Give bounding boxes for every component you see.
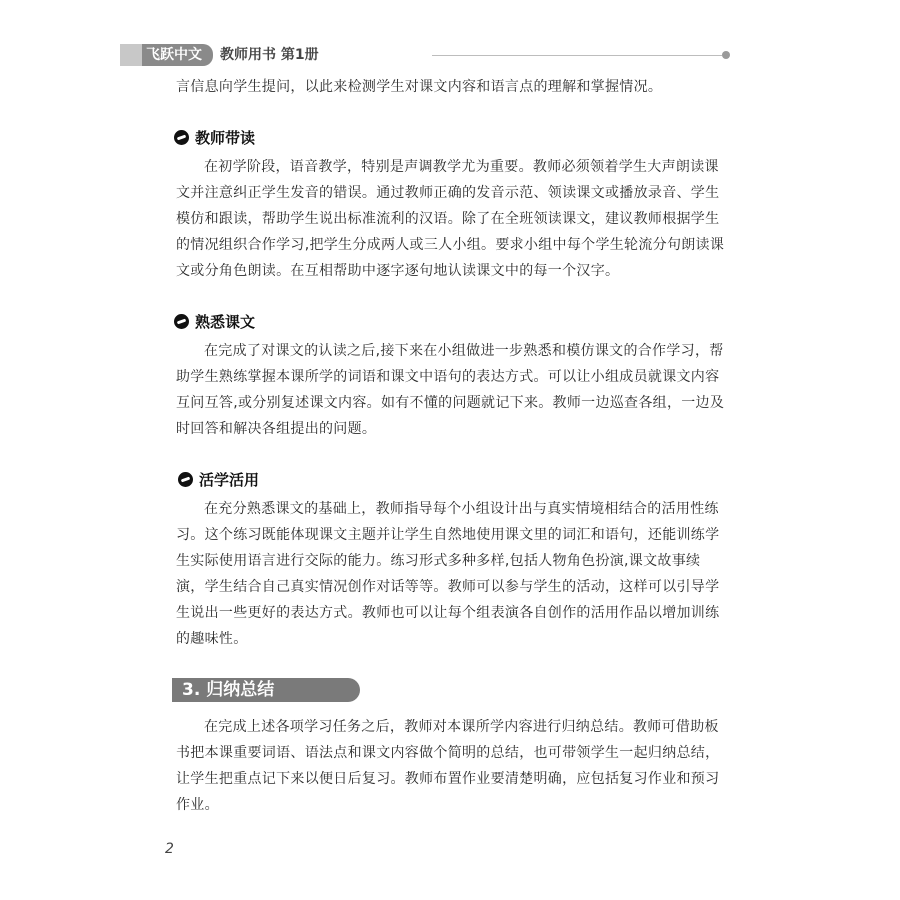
- pointing-hand-icon: [174, 130, 189, 145]
- section-title-2: 熟悉课文: [195, 312, 256, 331]
- header-rule: [432, 55, 722, 56]
- page-body: [176, 74, 726, 818]
- summary-banner: 3. 归纳总结: [172, 678, 360, 702]
- section-paragraph-1: 在初学阶段，语音教学，特别是声调教学尤为重要。教师必须领着学生大声朗读课文并注意纠正学生发音的错误。通过教师正确的发音示范、领读课文或播放录音、学生模仿和跟读，帮助学生说出标准流利的汉语。除了在全班领读课文，建议教师根据学生的情况组织合作学习,把学生分成两人或三人小组。要求小组中每个学生轮流分句朗读课文或分角色朗读。在互相帮助中逐字逐句地认读课文中的每一个汉字。: [176, 159, 725, 279]
- book-title: 教师用书 第1册: [220, 47, 319, 63]
- running-header: [120, 44, 730, 66]
- section-heading-2: [174, 308, 726, 334]
- intro-paragraph: 言信息向学生提问，以此来检测学生对课文内容和语言点的理解和掌握情况。: [176, 79, 663, 95]
- pointing-hand-icon: [178, 472, 193, 487]
- section-title-3: 活学活用: [199, 470, 260, 489]
- pointing-hand-icon: [174, 314, 189, 329]
- header-dot: [722, 51, 730, 59]
- section-title-1: 教师带读: [195, 128, 256, 147]
- series-brand: 飞跃中文: [120, 44, 213, 66]
- page-number: 2: [165, 841, 174, 857]
- section-paragraph-3: 在充分熟悉课文的基础上，教师指导每个小组设计出与真实情境相结合的活用性练习。这个练习既能体现课文主题并让学生自然地使用课文里的词汇和语句，还能训练学生实际使用语言进行交际的能力。练习形式多种多样,包括人物角色扮演,课文故事续演，学生结合自己真实情况创作对话等等。教师可以参与学生的活动，这样可以引导学生说出一些更好的表达方式。教师也可以让每个组表演各自创作的活用作品以增加训练的趣味性。: [176, 501, 720, 647]
- section-heading-1: [174, 124, 726, 150]
- section-heading-3: [178, 466, 726, 492]
- section-paragraph-2: 在完成了对课文的认读之后,接下来在小组做进一步熟悉和模仿课文的合作学习，帮助学生熟练掌握本课所学的词语和课文中语句的表达方式。可以让小组成员就课文内容互问互答,或分别复述课文内容。如有不懂的问题就记下来。教师一边巡查各组，一边及时回答和解决各组提出的问题。: [176, 343, 725, 437]
- summary-paragraph: 在完成上述各项学习任务之后，教师对本课所学内容进行归纳总结。教师可借助板书把本课重要词语、语法点和课文内容做个简明的总结，也可带领学生一起归纳总结，让学生把重点记下来以便日后复习。教师布置作业要清楚明确，应包括复习作业和预习作业。: [176, 719, 720, 813]
